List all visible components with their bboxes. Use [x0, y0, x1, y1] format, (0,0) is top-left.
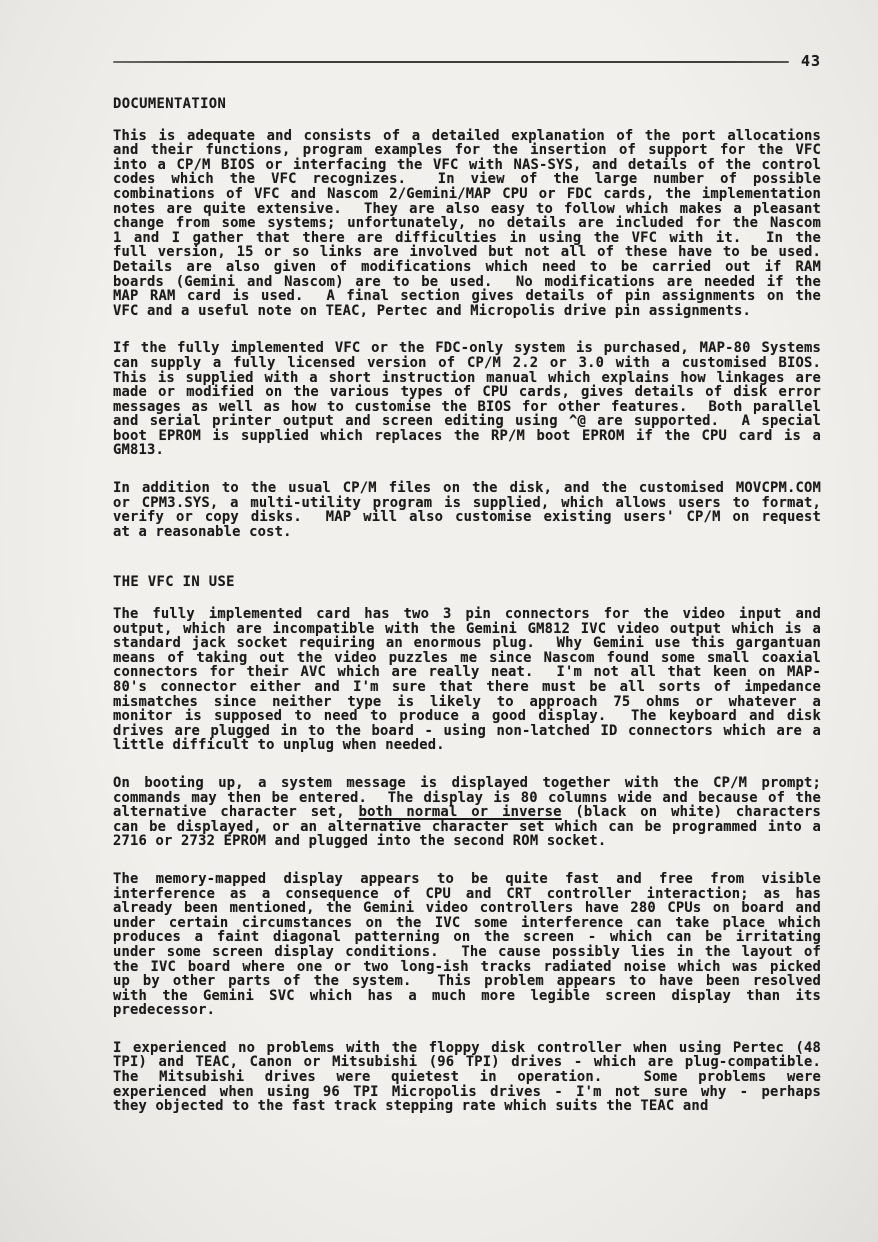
paragraph-line: monitor is supposed to need to produce a good display. The keyboard and disk [113, 708, 821, 725]
paragraph-line: can supply a fully licensed version of CP/M 2.2 or 3.0 with a customised BIOS. [113, 354, 821, 371]
paragraph-line: In addition to the usual CP/M files on the disk, and the customised MOVCPM.COM [113, 480, 821, 497]
paragraph-line: The memory-mapped display appears to be quite fast and free from visible [113, 870, 821, 887]
paragraph-line: experienced when using 96 TPI Micropolis drives - I'm not sure why - perhaps [113, 1083, 821, 1100]
paragraph-line: If the fully implemented VFC or the FDC-only system is purchased, MAP-80 Systems [113, 340, 821, 357]
page-number: 43 [800, 52, 821, 70]
document-body [113, 97, 821, 1114]
paragraph-line: notes are quite extensive. They are also easy to follow which makes a pleasant [113, 200, 821, 217]
paragraph [113, 607, 821, 753]
paragraph-line: little difficult to unplug when needed. [113, 737, 445, 754]
paragraph-line: full version, 15 or so links are involved but not all of these have to be used. [113, 244, 821, 261]
paragraph-line: under certain circumstances on the IVC some interference can take place which [113, 914, 821, 931]
paragraph-line: The Mitsubishi drives were quietest in operation. Some problems were [113, 1069, 821, 1086]
paragraph [113, 341, 821, 458]
paragraph-line: change from some systems; unfortunately, no details are included for the Nascom [113, 215, 821, 232]
page-header [113, 54, 821, 69]
paragraph [113, 872, 821, 1018]
paragraph-line: into a CP/M BIOS or interfacing the VFC with NAS-SYS, and details of the control [113, 156, 821, 173]
paragraph-line: made or modified on the various types of CPU cards, gives details of disk error [113, 384, 821, 401]
paragraph-line: Details are also given of modifications which need to be carried out if RAM [113, 258, 821, 275]
paragraph-line: already been mentioned, the Gemini video controllers have 280 CPUs on board and [113, 900, 821, 917]
paragraph-line: drives are plugged in to the board - using non-latched ID connectors which are a [113, 722, 821, 739]
paragraph-line: I experienced no problems with the floppy disk controller when using Pertec (48 [113, 1039, 821, 1056]
paragraph-line: with the Gemini SVC which has a much more legible screen display than its [113, 987, 821, 1004]
paragraph-line: This is supplied with a short instruction manual which explains how linkages are [113, 369, 821, 386]
paragraph-line: commands may then be entered. The display is 80 columns wide and because of the [113, 789, 821, 806]
paragraph [113, 1041, 821, 1114]
section-heading: DOCUMENTATION [113, 96, 227, 112]
paragraph-line: standard jack socket requiring an enormous plug. Why Gemini use this gargantuan [113, 635, 821, 652]
paragraph-line: can be displayed, or an alternative character set which can be programmed into a [113, 818, 821, 835]
paragraph-line: TPI) and TEAC, Canon or Mitsubishi (96 TPI) drives - which are plug-compatible. [113, 1054, 821, 1071]
section-heading: THE VFC IN USE [113, 574, 235, 591]
paragraph-line: means of taking out the video puzzles me since Nascom found some small coaxial [113, 649, 821, 666]
paragraph-line: 80's connector either and I'm sure that there must be all sorts of impedance [113, 679, 821, 695]
document-section [113, 575, 821, 1113]
paragraph-line: the IVC board where one or two long-ish tracks radiated noise which was picked [113, 958, 821, 975]
paragraph-line: produces a faint diagonal patterning on the screen - which can be irritating [113, 929, 821, 946]
paragraph-line: under some screen display conditions. The cause possibly lies in the layout of [113, 943, 821, 960]
paragraph-line: up by other parts of the system. This problem appears to have been resolved [113, 973, 821, 990]
paragraph-line: they objected to the fast track stepping rate which suits the TEAC and [113, 1098, 709, 1115]
paragraph [113, 481, 821, 539]
paragraph-line: combinations of VFC and Nascom 2/Gemini/MAP CPU or FDC cards, the implementation [113, 185, 821, 202]
paragraph-line: mismatches since neither type is likely to approach 75 ohms or whatever a [113, 693, 821, 710]
paragraph-line: and their functions, program examples for the insertion of support for the VFC [113, 142, 821, 159]
header-rule [113, 61, 789, 63]
paragraph-line: MAP RAM card is used. A final section gives details of pin assignments on the [113, 288, 821, 305]
paragraph-line: or CPM3.SYS, a multi-utility program is supplied, which allows users to format, [113, 494, 821, 511]
paragraph-line: and serial printer output and screen editing using ^@ are supported. A special [113, 413, 821, 430]
paragraph-line: boards (Gemini and Nascom) are to be used. No modifications are needed if the [113, 273, 821, 290]
paragraph-line: boot EPROM is supplied which replaces the RP/M boot EPROM if the CPU card is a [113, 427, 821, 444]
paragraph [113, 776, 821, 849]
paragraph-line: alternative character set, both normal or inverse (black on white) characters [113, 804, 821, 821]
paragraph-line: GM813. [113, 442, 165, 459]
paragraph-line: VFC and a useful note on TEAC, Pertec and Micropolis drive pin assignments. [113, 302, 751, 319]
paragraph-line: codes which the VFC recognizes. In view of the large number of possible [113, 171, 821, 188]
paragraph-line: connectors for their AVC which are really neat. I'm not all that keen on MAP- [113, 664, 821, 681]
paragraph-line: messages as well as how to customise the BIOS for other features. Both parallel [113, 398, 821, 415]
paragraph-line: at a reasonable cost. [113, 523, 292, 540]
paragraph-line: This is adequate and consists of a detailed explanation of the port allocations [113, 127, 821, 144]
paragraph-line: output, which are incompatible with the Gemini GM812 IVC video output which is a [113, 620, 821, 637]
paragraph-line: 1 and I gather that there are difficulties in using the VFC with it. In the [113, 229, 821, 246]
paragraph-line: The fully implemented card has two 3 pin connectors for the video input and [113, 606, 821, 623]
paragraph-line: 2716 or 2732 EPROM and plugged into the second ROM socket. [113, 833, 607, 850]
paragraph-line: On booting up, a system message is displayed together with the CP/M prompt; [113, 774, 821, 791]
paragraph [113, 129, 821, 319]
paragraph-line: verify or copy disks. MAP will also customise existing users' CP/M on request [113, 509, 821, 526]
paragraph-line: predecessor. [113, 1002, 216, 1019]
document-section [113, 97, 821, 539]
paragraph-line: interference as a consequence of CPU and CRT controller interaction; as has [113, 885, 821, 902]
